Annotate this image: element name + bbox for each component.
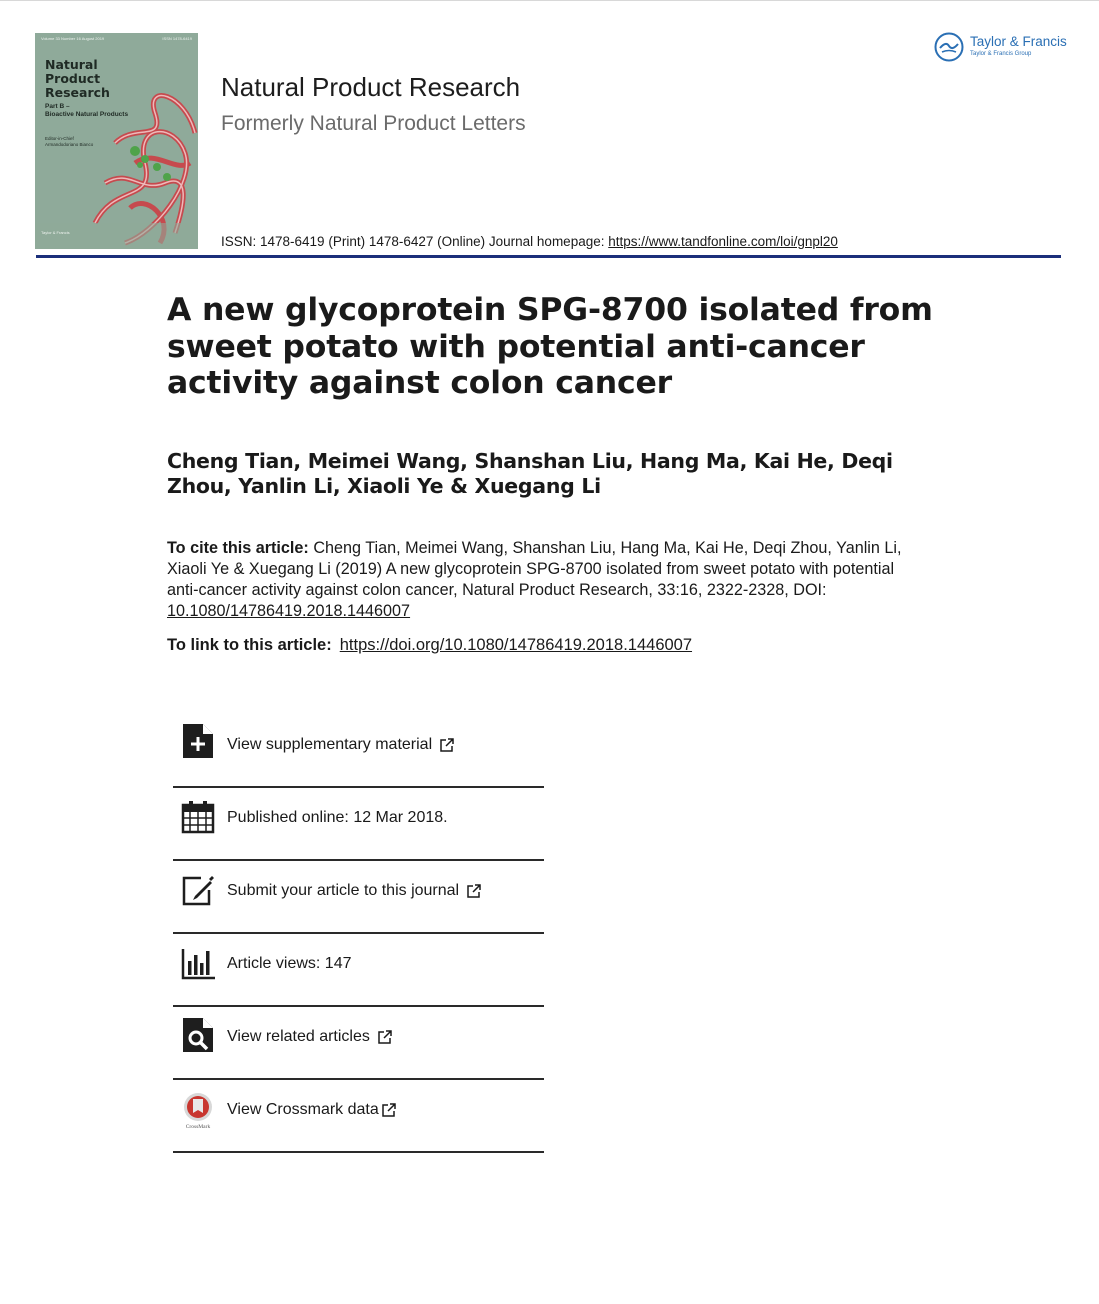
- crossmark-icon: [181, 1092, 215, 1130]
- external-link-icon: [381, 1102, 397, 1118]
- action-label: View supplementary material: [227, 736, 433, 753]
- action-related-articles[interactable]: [173, 1007, 544, 1080]
- external-link-icon: [466, 883, 482, 899]
- external-link-icon: [377, 1029, 393, 1045]
- cover-subtitle-line: Bioactive Natural Products: [45, 111, 129, 118]
- journal-cover[interactable]: [35, 33, 198, 249]
- action-published-online: [173, 788, 544, 861]
- action-label: View related articles: [227, 1028, 370, 1045]
- action-label: Article views: 147: [227, 955, 352, 972]
- cover-editor-line: Editor-in-Chief: [45, 136, 74, 141]
- article-authors: Cheng Tian, Meimei Wang, Shanshan Liu, Hang Ma, Kai He, Deqi Zhou, Yanlin Li, Xiaoli Ye & Xuegang Li: [167, 449, 893, 498]
- journal-homepage-link[interactable]: https://www.tandfonline.com/loi/gnpl20: [608, 234, 838, 249]
- document-search-icon: [181, 1018, 215, 1052]
- publisher-logo-icon: [934, 32, 964, 62]
- action-supplementary[interactable]: [173, 715, 544, 788]
- external-link-icon: [439, 737, 455, 753]
- citation-block: [167, 538, 917, 622]
- article-doi-url[interactable]: https://doi.org/10.1080/14786419.2018.1446007: [339, 636, 693, 654]
- cover-title-line: Natural: [45, 57, 98, 72]
- cover-volume: Volume 33 Number 16 August 2019: [41, 36, 105, 41]
- publisher-logo[interactable]: [934, 32, 1069, 66]
- journal-title: Natural Product Research: [221, 72, 521, 102]
- action-label: Submit your article to this journal: [227, 882, 460, 899]
- crossmark-caption: CrossMark: [185, 1124, 211, 1130]
- top-rule: [0, 0, 1099, 1]
- article-actions: [173, 715, 544, 1153]
- header-divider: [36, 255, 1061, 258]
- cover-publisher: Taylor & Francis: [41, 230, 70, 235]
- article-title: A new glycoprotein SPG-8700 isolated from sweet potato with potential anti-cancer activity against colon cancer: [167, 292, 933, 401]
- article-link-label: To link to this article:: [167, 636, 332, 654]
- citation-text: Cheng Tian, Meimei Wang, Shanshan Liu, Hang Ma, Kai He, Deqi Zhou, Yanlin Li, Xiaoli Ye & Xuegang Li (2019) A new glycoprotein SPG-8700 isolated from sweet potato with potential anti-cancer activity against colon cancer, Natural Product Research, 33:16, 2322-2328, DOI:: [167, 539, 902, 599]
- action-article-views: [173, 934, 544, 1007]
- cover-subtitle-line: Part B –: [45, 103, 70, 110]
- citation-doi-link[interactable]: 10.1080/14786419.2018.1446007: [167, 602, 411, 620]
- journal-former-name: Formerly Natural Product Letters: [221, 112, 526, 135]
- issn-text: ISSN: 1478-6419 (Print) 1478-6427 (Online) Journal homepage:: [221, 234, 609, 249]
- publisher-name: Taylor & Francis: [970, 34, 1067, 49]
- citation-label: To cite this article:: [167, 539, 309, 557]
- cover-title-line: Product: [45, 71, 101, 86]
- action-crossmark[interactable]: [173, 1080, 544, 1153]
- edit-icon: [181, 874, 215, 908]
- cover-title-line: Research: [45, 85, 110, 100]
- calendar-icon: [181, 800, 215, 834]
- article-link-line: [167, 636, 692, 655]
- action-submit-article[interactable]: [173, 861, 544, 934]
- document-plus-icon: [181, 724, 215, 758]
- action-label: View Crossmark data: [227, 1101, 379, 1118]
- publisher-group: Taylor & Francis Group: [970, 51, 1032, 57]
- cover-issn: ISSN 1478-6419: [162, 36, 192, 41]
- bar-chart-icon: [181, 947, 215, 981]
- cover-editor-line: Armandodoriano Bianco: [45, 141, 94, 147]
- issn-line: [221, 234, 838, 249]
- action-label: Published online: 12 Mar 2018.: [227, 809, 448, 826]
